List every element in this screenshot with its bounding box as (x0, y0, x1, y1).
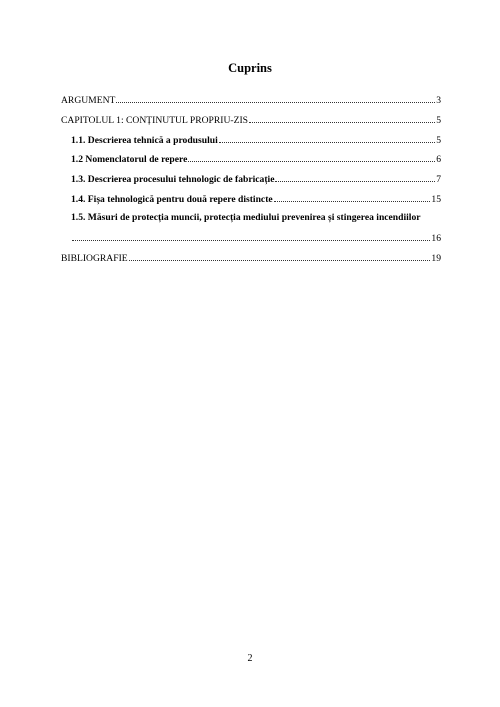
dot-leader (219, 133, 435, 143)
toc-entry-1-4[interactable] (61, 192, 441, 204)
toc-entry-page: 5 (436, 134, 441, 146)
toc-entry-label: CAPITOLUL 1: CONȚINUTUL PROPRIU-ZIS (61, 114, 248, 126)
toc-entry-1-5-continuation[interactable] (61, 231, 441, 243)
toc-entry-bibliografie[interactable] (61, 251, 441, 263)
toc-entry-label: 1.1. Descrierea tehnică a produsului (71, 134, 218, 146)
toc-entry-page: 19 (431, 252, 441, 264)
dot-leader (249, 113, 435, 123)
page-title: Cuprins (228, 61, 272, 75)
dot-leader (274, 192, 431, 202)
dot-leader (72, 231, 430, 241)
toc-entry-page: 5 (436, 114, 441, 126)
page-number: 2 (247, 653, 253, 664)
toc-entry-1-1[interactable] (61, 133, 441, 145)
toc-entry-1-3[interactable] (61, 172, 441, 184)
toc-entry-label: 1.2 Nomenclatorul de repere (71, 154, 188, 166)
dot-leader (188, 152, 435, 162)
toc-entry-1-2[interactable] (61, 152, 441, 164)
toc-entry-label: 1.3. Descrierea procesului tehnologic de fabricație (71, 174, 275, 186)
toc-entry-argument[interactable] (61, 93, 441, 105)
toc-entry-page: 15 (431, 193, 441, 205)
toc-entry-page: 3 (436, 95, 441, 106)
dot-leader (116, 93, 435, 103)
dot-leader (129, 251, 431, 261)
toc-entry-page: 6 (436, 154, 441, 166)
toc-entry-page: 7 (436, 174, 441, 186)
toc-entry-label: 1.4. Fișa tehnologică pentru două repere distincte (71, 193, 273, 205)
toc-entry-page: 16 (431, 232, 441, 244)
dot-leader (275, 172, 435, 182)
toc-entry-capitolul-1[interactable] (61, 113, 441, 125)
toc-entry-label: 1.5. Măsuri de protecția muncii, protecția mediului prevenirea și stingerea incendiilor (71, 211, 421, 223)
toc-entry-label: BIBLIOGRAFIE (61, 252, 128, 264)
toc-entry-label: ARGUMENT (61, 95, 116, 106)
toc-entry-1-5[interactable] (61, 212, 441, 224)
table-of-contents (61, 93, 441, 270)
